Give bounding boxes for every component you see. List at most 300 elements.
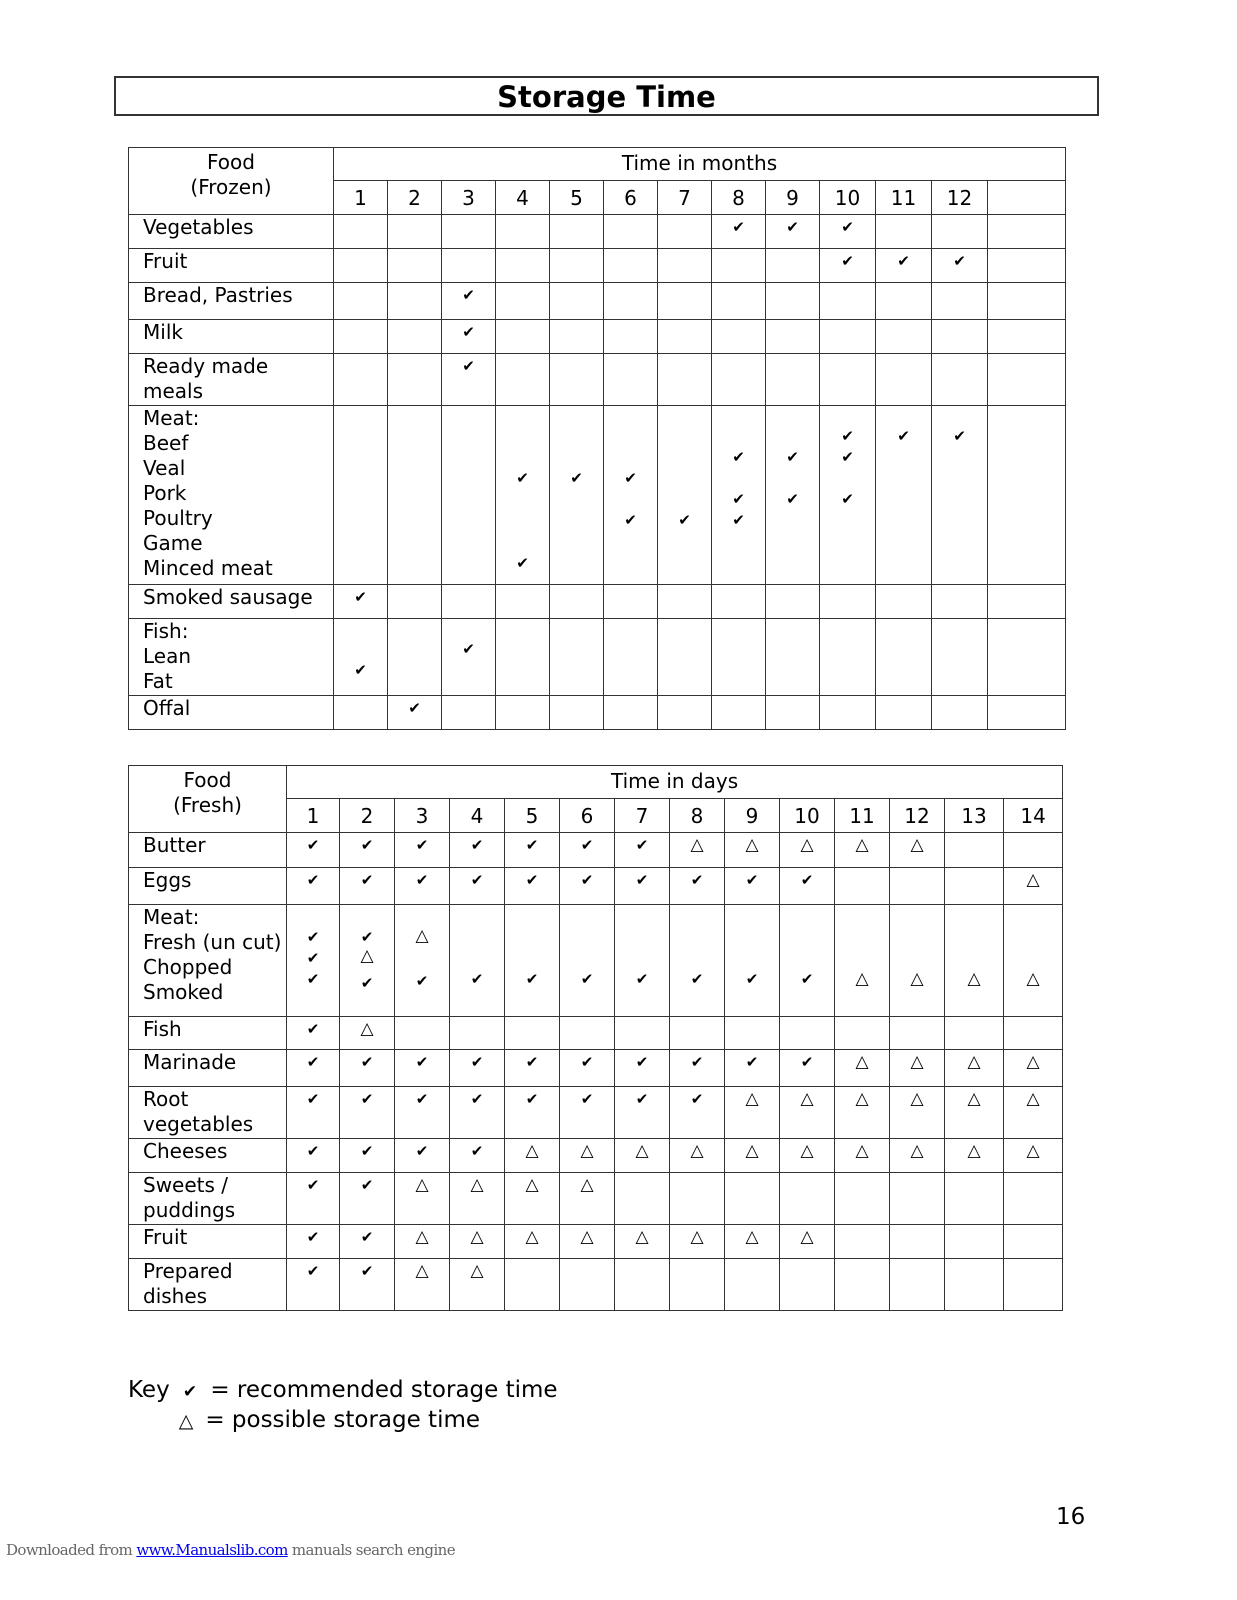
check-icon: ✔ bbox=[354, 661, 367, 679]
storage-cell bbox=[340, 1259, 395, 1311]
triangle-icon: △ bbox=[415, 1261, 429, 1281]
storage-cell bbox=[670, 1173, 725, 1225]
storage-cell bbox=[450, 1087, 505, 1139]
storage-cell bbox=[945, 1050, 1004, 1087]
storage-cell bbox=[780, 1050, 835, 1087]
storage-cell bbox=[450, 1050, 505, 1087]
food-label bbox=[129, 320, 334, 354]
storage-cell bbox=[505, 1139, 560, 1173]
storage-cell bbox=[932, 406, 988, 585]
day-number: 3 bbox=[395, 799, 450, 833]
storage-cell bbox=[450, 905, 505, 1017]
storage-cell bbox=[604, 249, 658, 283]
check-icon: ✔ bbox=[306, 1053, 320, 1071]
storage-cell bbox=[820, 215, 876, 249]
storage-cell bbox=[890, 868, 945, 905]
day-number: 1 bbox=[287, 799, 340, 833]
storage-cell bbox=[560, 905, 615, 1017]
storage-cell bbox=[835, 1173, 890, 1225]
check-icon: ✔ bbox=[897, 427, 910, 445]
storage-cell bbox=[388, 619, 442, 696]
food-label-line: Eggs bbox=[143, 868, 192, 892]
month-number: 9 bbox=[766, 181, 820, 215]
check-icon: ✔ bbox=[408, 699, 421, 717]
storage-cell bbox=[658, 696, 712, 730]
storage-cell bbox=[766, 619, 820, 696]
storage-cell bbox=[550, 283, 604, 320]
storage-cell bbox=[1004, 1225, 1063, 1259]
storage-cell bbox=[932, 283, 988, 320]
food-label bbox=[129, 1017, 287, 1050]
food-label-line: Game bbox=[143, 531, 203, 555]
food-label-line: Fresh (un cut) bbox=[143, 930, 282, 954]
triangle-icon: △ bbox=[745, 835, 759, 855]
check-icon: ✔ bbox=[635, 871, 649, 889]
storage-cell bbox=[615, 1139, 670, 1173]
storage-cell bbox=[1004, 833, 1063, 868]
check-icon: ✔ bbox=[800, 970, 814, 988]
food-label bbox=[129, 406, 334, 585]
triangle-icon: △ bbox=[967, 969, 981, 989]
triangle-icon: △ bbox=[580, 1175, 594, 1195]
storage-cell bbox=[604, 406, 658, 585]
storage-cell bbox=[450, 1017, 505, 1050]
storage-cell bbox=[395, 1139, 450, 1173]
storage-cell bbox=[550, 619, 604, 696]
storage-cell bbox=[604, 585, 658, 619]
triangle-icon: △ bbox=[745, 1141, 759, 1161]
storage-cell bbox=[388, 320, 442, 354]
storage-cell bbox=[780, 1173, 835, 1225]
storage-cell bbox=[340, 1017, 395, 1050]
food-label-line: Cheeses bbox=[143, 1139, 228, 1163]
storage-cell bbox=[876, 283, 932, 320]
food-label bbox=[129, 833, 287, 868]
check-icon: ✔ bbox=[470, 970, 484, 988]
storage-cell bbox=[932, 619, 988, 696]
check-icon: ✔ bbox=[306, 1176, 320, 1194]
triangle-icon: △ bbox=[525, 1227, 539, 1247]
month-number: 3 bbox=[442, 181, 496, 215]
triangle-icon: △ bbox=[745, 1227, 759, 1247]
check-icon: ✔ bbox=[525, 836, 539, 854]
food-label bbox=[129, 354, 334, 406]
check-icon: ✔ bbox=[306, 871, 320, 889]
triangle-icon: △ bbox=[635, 1227, 649, 1247]
storage-cell bbox=[388, 354, 442, 406]
storage-cell bbox=[505, 1259, 560, 1311]
check-icon: ✔ bbox=[525, 1090, 539, 1108]
storage-cell bbox=[334, 406, 388, 585]
food-header-line: (Frozen) bbox=[190, 175, 272, 199]
storage-cell bbox=[388, 406, 442, 585]
storage-cell bbox=[766, 585, 820, 619]
storage-cell bbox=[932, 249, 988, 283]
storage-cell bbox=[340, 833, 395, 868]
storage-cell bbox=[670, 1050, 725, 1087]
storage-cell bbox=[505, 1225, 560, 1259]
storage-cell bbox=[658, 249, 712, 283]
storage-cell bbox=[890, 1259, 945, 1311]
triangle-icon: △ bbox=[635, 1141, 649, 1161]
check-icon: ✔ bbox=[525, 871, 539, 889]
storage-cell bbox=[945, 905, 1004, 1017]
storage-cell bbox=[712, 215, 766, 249]
food-label-line: Minced meat bbox=[143, 556, 273, 580]
storage-cell bbox=[442, 354, 496, 406]
storage-cell bbox=[550, 585, 604, 619]
storage-cell bbox=[876, 354, 932, 406]
check-icon: ✔ bbox=[182, 1382, 198, 1402]
food-label-line: Fish: bbox=[143, 619, 189, 643]
triangle-icon: △ bbox=[910, 969, 924, 989]
check-icon: ✔ bbox=[580, 871, 594, 889]
day-number: 2 bbox=[340, 799, 395, 833]
check-icon: ✔ bbox=[580, 970, 594, 988]
check-icon: ✔ bbox=[786, 490, 799, 508]
check-icon: ✔ bbox=[360, 836, 374, 854]
storage-cell bbox=[725, 1259, 780, 1311]
check-icon: ✔ bbox=[635, 836, 649, 854]
fresh-row bbox=[129, 1050, 1063, 1087]
check-icon: ✔ bbox=[690, 970, 704, 988]
check-icon: ✔ bbox=[678, 511, 691, 529]
fresh-row bbox=[129, 1087, 1063, 1139]
food-label-line: Chopped bbox=[143, 955, 233, 979]
frozen-row bbox=[129, 619, 1066, 696]
storage-cell bbox=[604, 283, 658, 320]
storage-cell bbox=[988, 619, 1066, 696]
storage-cell bbox=[890, 1173, 945, 1225]
storage-cell bbox=[658, 283, 712, 320]
storage-cell bbox=[334, 585, 388, 619]
month-number: 2 bbox=[388, 181, 442, 215]
triangle-icon: △ bbox=[800, 1089, 814, 1109]
storage-cell bbox=[890, 1087, 945, 1139]
storage-cell bbox=[604, 619, 658, 696]
storage-cell bbox=[395, 1259, 450, 1311]
month-number: 6 bbox=[604, 181, 658, 215]
storage-cell bbox=[876, 249, 932, 283]
food-label bbox=[129, 868, 287, 905]
storage-cell bbox=[658, 619, 712, 696]
triangle-icon: △ bbox=[1026, 1052, 1040, 1072]
storage-cell bbox=[780, 1259, 835, 1311]
page-title: Storage Time bbox=[114, 76, 1099, 116]
check-icon: ✔ bbox=[415, 836, 429, 854]
storage-cell bbox=[835, 1050, 890, 1087]
check-icon: ✔ bbox=[635, 1053, 649, 1071]
food-label bbox=[129, 1259, 287, 1311]
storage-cell bbox=[670, 905, 725, 1017]
storage-cell bbox=[1004, 1087, 1063, 1139]
storage-cell bbox=[442, 320, 496, 354]
storage-cell bbox=[442, 406, 496, 585]
storage-cell bbox=[615, 1017, 670, 1050]
check-icon: ✔ bbox=[800, 871, 814, 889]
triangle-icon: △ bbox=[360, 946, 374, 966]
storage-cell bbox=[766, 283, 820, 320]
check-icon: ✔ bbox=[897, 252, 910, 270]
food-label-line: Meat: bbox=[143, 406, 200, 430]
storage-cell bbox=[550, 215, 604, 249]
storage-cell bbox=[340, 1225, 395, 1259]
food-label bbox=[129, 1225, 287, 1259]
day-number: 9 bbox=[725, 799, 780, 833]
storage-cell bbox=[820, 696, 876, 730]
storage-cell bbox=[334, 283, 388, 320]
check-icon: ✔ bbox=[415, 1090, 429, 1108]
check-icon: ✔ bbox=[306, 1262, 320, 1280]
storage-cell bbox=[615, 1173, 670, 1225]
food-label bbox=[129, 1173, 287, 1225]
check-icon: ✔ bbox=[306, 1090, 320, 1108]
storage-cell bbox=[988, 215, 1066, 249]
storage-cell bbox=[287, 1017, 340, 1050]
storage-cell bbox=[496, 585, 550, 619]
check-icon: ✔ bbox=[360, 1262, 374, 1280]
storage-cell bbox=[287, 868, 340, 905]
storage-cell bbox=[945, 1017, 1004, 1050]
check-icon: ✔ bbox=[415, 1053, 429, 1071]
storage-cell bbox=[395, 1017, 450, 1050]
day-number: 10 bbox=[780, 799, 835, 833]
check-icon: ✔ bbox=[525, 1053, 539, 1071]
check-icon: ✔ bbox=[306, 1020, 320, 1038]
check-icon: ✔ bbox=[745, 970, 759, 988]
storage-cell bbox=[876, 619, 932, 696]
fresh-row bbox=[129, 1139, 1063, 1173]
storage-cell bbox=[450, 1139, 505, 1173]
storage-cell bbox=[945, 833, 1004, 868]
check-icon: ✔ bbox=[462, 323, 475, 341]
food-label bbox=[129, 696, 334, 730]
storage-cell bbox=[820, 619, 876, 696]
day-number: 12 bbox=[890, 799, 945, 833]
fresh-row bbox=[129, 1173, 1063, 1225]
storage-cell bbox=[725, 833, 780, 868]
triangle-icon: △ bbox=[967, 1052, 981, 1072]
triangle-icon: △ bbox=[910, 835, 924, 855]
check-icon: ✔ bbox=[470, 836, 484, 854]
check-icon: ✔ bbox=[732, 218, 745, 236]
triangle-icon: △ bbox=[967, 1089, 981, 1109]
triangle-icon: △ bbox=[967, 1141, 981, 1161]
storage-cell bbox=[820, 354, 876, 406]
storage-cell bbox=[766, 249, 820, 283]
storage-cell bbox=[835, 1225, 890, 1259]
storage-cell bbox=[496, 406, 550, 585]
storage-cell bbox=[340, 1050, 395, 1087]
check-icon: ✔ bbox=[360, 1053, 374, 1071]
storage-cell bbox=[835, 868, 890, 905]
storage-cell bbox=[505, 1087, 560, 1139]
storage-cell bbox=[712, 619, 766, 696]
storage-cell bbox=[820, 283, 876, 320]
storage-cell bbox=[932, 215, 988, 249]
food-label bbox=[129, 215, 334, 249]
storage-cell bbox=[945, 1225, 1004, 1259]
storage-cell bbox=[388, 283, 442, 320]
check-icon: ✔ bbox=[570, 469, 583, 487]
storage-cell bbox=[988, 354, 1066, 406]
food-label-line: Marinade bbox=[143, 1050, 237, 1074]
storage-cell bbox=[496, 215, 550, 249]
food-label-line: Bread, Pastries bbox=[143, 283, 293, 307]
month-number: 5 bbox=[550, 181, 604, 215]
food-label-line: Beef bbox=[143, 431, 189, 455]
storage-cell bbox=[287, 905, 340, 1017]
fresh-row bbox=[129, 1259, 1063, 1311]
food-label bbox=[129, 1139, 287, 1173]
triangle-icon: △ bbox=[1026, 1141, 1040, 1161]
triangle-icon: △ bbox=[745, 1089, 759, 1109]
storage-cell bbox=[712, 585, 766, 619]
triangle-icon: △ bbox=[690, 1227, 704, 1247]
storage-cell bbox=[340, 1087, 395, 1139]
storage-cell bbox=[1004, 905, 1063, 1017]
month-number bbox=[988, 181, 1066, 215]
triangle-icon: △ bbox=[360, 1019, 374, 1039]
check-icon: ✔ bbox=[470, 1090, 484, 1108]
storage-cell bbox=[287, 833, 340, 868]
storage-cell bbox=[820, 249, 876, 283]
storage-cell bbox=[615, 1259, 670, 1311]
storage-cell bbox=[670, 1225, 725, 1259]
storage-cell bbox=[442, 249, 496, 283]
storage-cell bbox=[560, 868, 615, 905]
storage-cell bbox=[835, 1087, 890, 1139]
food-label-line: Fruit bbox=[143, 1225, 188, 1249]
month-number: 1 bbox=[334, 181, 388, 215]
storage-cell bbox=[287, 1173, 340, 1225]
food-label-line: Veal bbox=[143, 456, 186, 480]
month-number: 10 bbox=[820, 181, 876, 215]
check-icon: ✔ bbox=[462, 286, 475, 304]
storage-cell bbox=[442, 283, 496, 320]
storage-cell bbox=[334, 696, 388, 730]
check-icon: ✔ bbox=[800, 1053, 814, 1071]
storage-cell bbox=[890, 1050, 945, 1087]
triangle-icon: △ bbox=[800, 835, 814, 855]
storage-cell bbox=[604, 696, 658, 730]
storage-cell bbox=[932, 354, 988, 406]
storage-cell bbox=[388, 696, 442, 730]
storage-cell bbox=[560, 1173, 615, 1225]
triangle-icon: △ bbox=[1026, 1089, 1040, 1109]
storage-cell bbox=[395, 1087, 450, 1139]
storage-cell bbox=[725, 868, 780, 905]
storage-cell bbox=[766, 696, 820, 730]
food-label-line: vegetables bbox=[143, 1112, 254, 1136]
storage-cell bbox=[876, 320, 932, 354]
fresh-row bbox=[129, 868, 1063, 905]
storage-cell bbox=[712, 320, 766, 354]
check-icon: ✔ bbox=[580, 836, 594, 854]
triangle-icon: △ bbox=[855, 969, 869, 989]
storage-cell bbox=[287, 1259, 340, 1311]
check-icon: ✔ bbox=[786, 218, 799, 236]
storage-cell bbox=[395, 868, 450, 905]
check-icon: ✔ bbox=[462, 640, 475, 658]
storage-cell bbox=[820, 585, 876, 619]
storage-cell bbox=[712, 249, 766, 283]
check-icon: ✔ bbox=[841, 448, 854, 466]
food-label bbox=[129, 585, 334, 619]
storage-cell bbox=[835, 1259, 890, 1311]
storage-cell bbox=[560, 1259, 615, 1311]
check-icon: ✔ bbox=[841, 218, 854, 236]
frozen-header-row bbox=[129, 148, 1066, 181]
storage-cell bbox=[658, 320, 712, 354]
food-label-line: Offal bbox=[143, 696, 191, 720]
key-possible: = possible storage time bbox=[205, 1407, 481, 1433]
day-number: 4 bbox=[450, 799, 505, 833]
food-label-line: dishes bbox=[143, 1284, 208, 1308]
storage-cell bbox=[835, 1017, 890, 1050]
storage-cell bbox=[1004, 1139, 1063, 1173]
food-label-line: Lean bbox=[143, 644, 192, 668]
fresh-row bbox=[129, 905, 1063, 1017]
food-label-line: Sweets / bbox=[143, 1173, 229, 1197]
manualslib-link[interactable]: www.Manualslib.com bbox=[136, 1541, 288, 1559]
storage-cell bbox=[395, 1173, 450, 1225]
storage-cell bbox=[287, 1087, 340, 1139]
storage-cell bbox=[932, 585, 988, 619]
triangle-icon: △ bbox=[910, 1141, 924, 1161]
check-icon: ✔ bbox=[306, 970, 320, 988]
check-icon: ✔ bbox=[635, 970, 649, 988]
check-icon: ✔ bbox=[953, 252, 966, 270]
storage-cell bbox=[560, 833, 615, 868]
triangle-icon: △ bbox=[1026, 969, 1040, 989]
legend-key bbox=[128, 1376, 558, 1435]
storage-cell bbox=[945, 1087, 1004, 1139]
day-number: 13 bbox=[945, 799, 1004, 833]
food-label-line: Butter bbox=[143, 833, 206, 857]
storage-cell bbox=[550, 406, 604, 585]
storage-cell bbox=[615, 868, 670, 905]
storage-cell bbox=[1004, 1259, 1063, 1311]
fresh-row bbox=[129, 1017, 1063, 1050]
check-icon: ✔ bbox=[690, 871, 704, 889]
page-number: 16 bbox=[1056, 1504, 1086, 1530]
storage-cell bbox=[505, 868, 560, 905]
food-header-line: Food bbox=[183, 768, 232, 792]
storage-cell bbox=[670, 868, 725, 905]
storage-cell bbox=[287, 1139, 340, 1173]
month-number: 4 bbox=[496, 181, 550, 215]
storage-cell bbox=[932, 696, 988, 730]
storage-cell bbox=[615, 905, 670, 1017]
storage-cell bbox=[988, 320, 1066, 354]
check-icon: ✔ bbox=[624, 511, 637, 529]
storage-cell bbox=[450, 1259, 505, 1311]
storage-cell bbox=[615, 833, 670, 868]
check-icon: ✔ bbox=[786, 448, 799, 466]
triangle-icon: △ bbox=[178, 1410, 194, 1432]
storage-cell bbox=[496, 696, 550, 730]
storage-cell bbox=[988, 406, 1066, 585]
triangle-icon: △ bbox=[525, 1175, 539, 1195]
check-icon: ✔ bbox=[470, 1053, 484, 1071]
food-header-line: (Fresh) bbox=[173, 793, 242, 817]
storage-cell bbox=[550, 249, 604, 283]
storage-cell bbox=[780, 1139, 835, 1173]
storage-cell bbox=[670, 1139, 725, 1173]
food-label bbox=[129, 1050, 287, 1087]
food-header bbox=[129, 766, 287, 833]
